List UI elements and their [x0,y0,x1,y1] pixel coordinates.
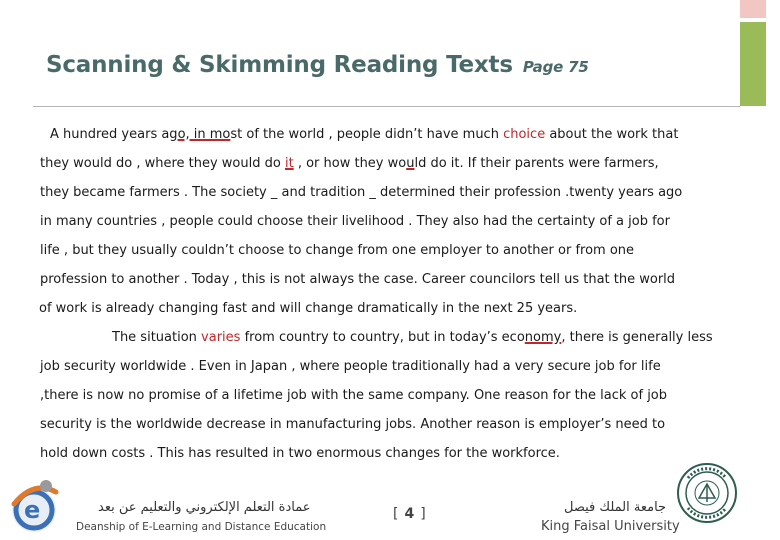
passage-line: The situation varies from country to country, but in today’s economy, there is generally less [112,330,713,345]
deanship-name-arabic: عمادة التعلم الإلكتروني والتعليم عن بعد [98,500,311,515]
passage-line: profession to another . Today , this is not always the case. Career councilors tell us that the world [40,272,676,287]
passage-line: they became farmers . The society _ and tradition _ determined their profession .twenty years ago [40,185,683,200]
passage-line: hold down costs . This has resulted in two enormous changes for the workforce. [40,446,560,461]
reading-passage [38,120,738,468]
passage-line: ,there is now no promise of a lifetime job with the same company. One reason for the lack of job [40,388,668,403]
highlighted-word: choice [503,127,546,142]
page-number: [ 4 ] [393,506,426,522]
university-name-english: King Faisal University [541,519,680,534]
university-name-arabic: جامعة الملك فيصل [564,500,667,515]
passage-line: job security worldwide . Even in Japan , where people traditionally had a very secure job for life [40,359,661,374]
passage-line: life , but they usually couldn’t choose to change from one employer to another or from one [40,243,635,258]
passage-line: in many countries , people could choose their livelihood . They also had the certainty of a job for [40,214,670,229]
passage-line: of work is already changing fast and will change dramatically in the next 25 years. [39,301,578,316]
title-text: Scanning & Skimming Reading Texts [46,52,513,78]
university-seal-icon [676,462,738,524]
slide-title [46,52,589,78]
decorative-accent-bar [740,22,766,106]
passage-line: A hundred years ago, in most of the world , people didn’t have much choice about the work that [50,127,679,142]
svg-text:e: e [24,496,41,524]
highlighted-word: varies [201,330,241,345]
page-reference: Page 75 [522,58,589,76]
elearning-logo-icon [6,470,66,536]
passage-line: they would do , where they would do it , or how they would do it. If their parents were farmers, [40,156,659,171]
page-number-value: 4 [404,506,415,522]
deanship-name-english: Deanship of E-Learning and Distance Education [76,521,327,533]
decorative-accent-top [740,0,766,18]
highlighted-word: it [284,156,294,171]
passage-line: security is the worldwide decrease in manufacturing jobs. Another reason is employer’s need to [40,417,666,432]
title-divider [33,106,740,107]
